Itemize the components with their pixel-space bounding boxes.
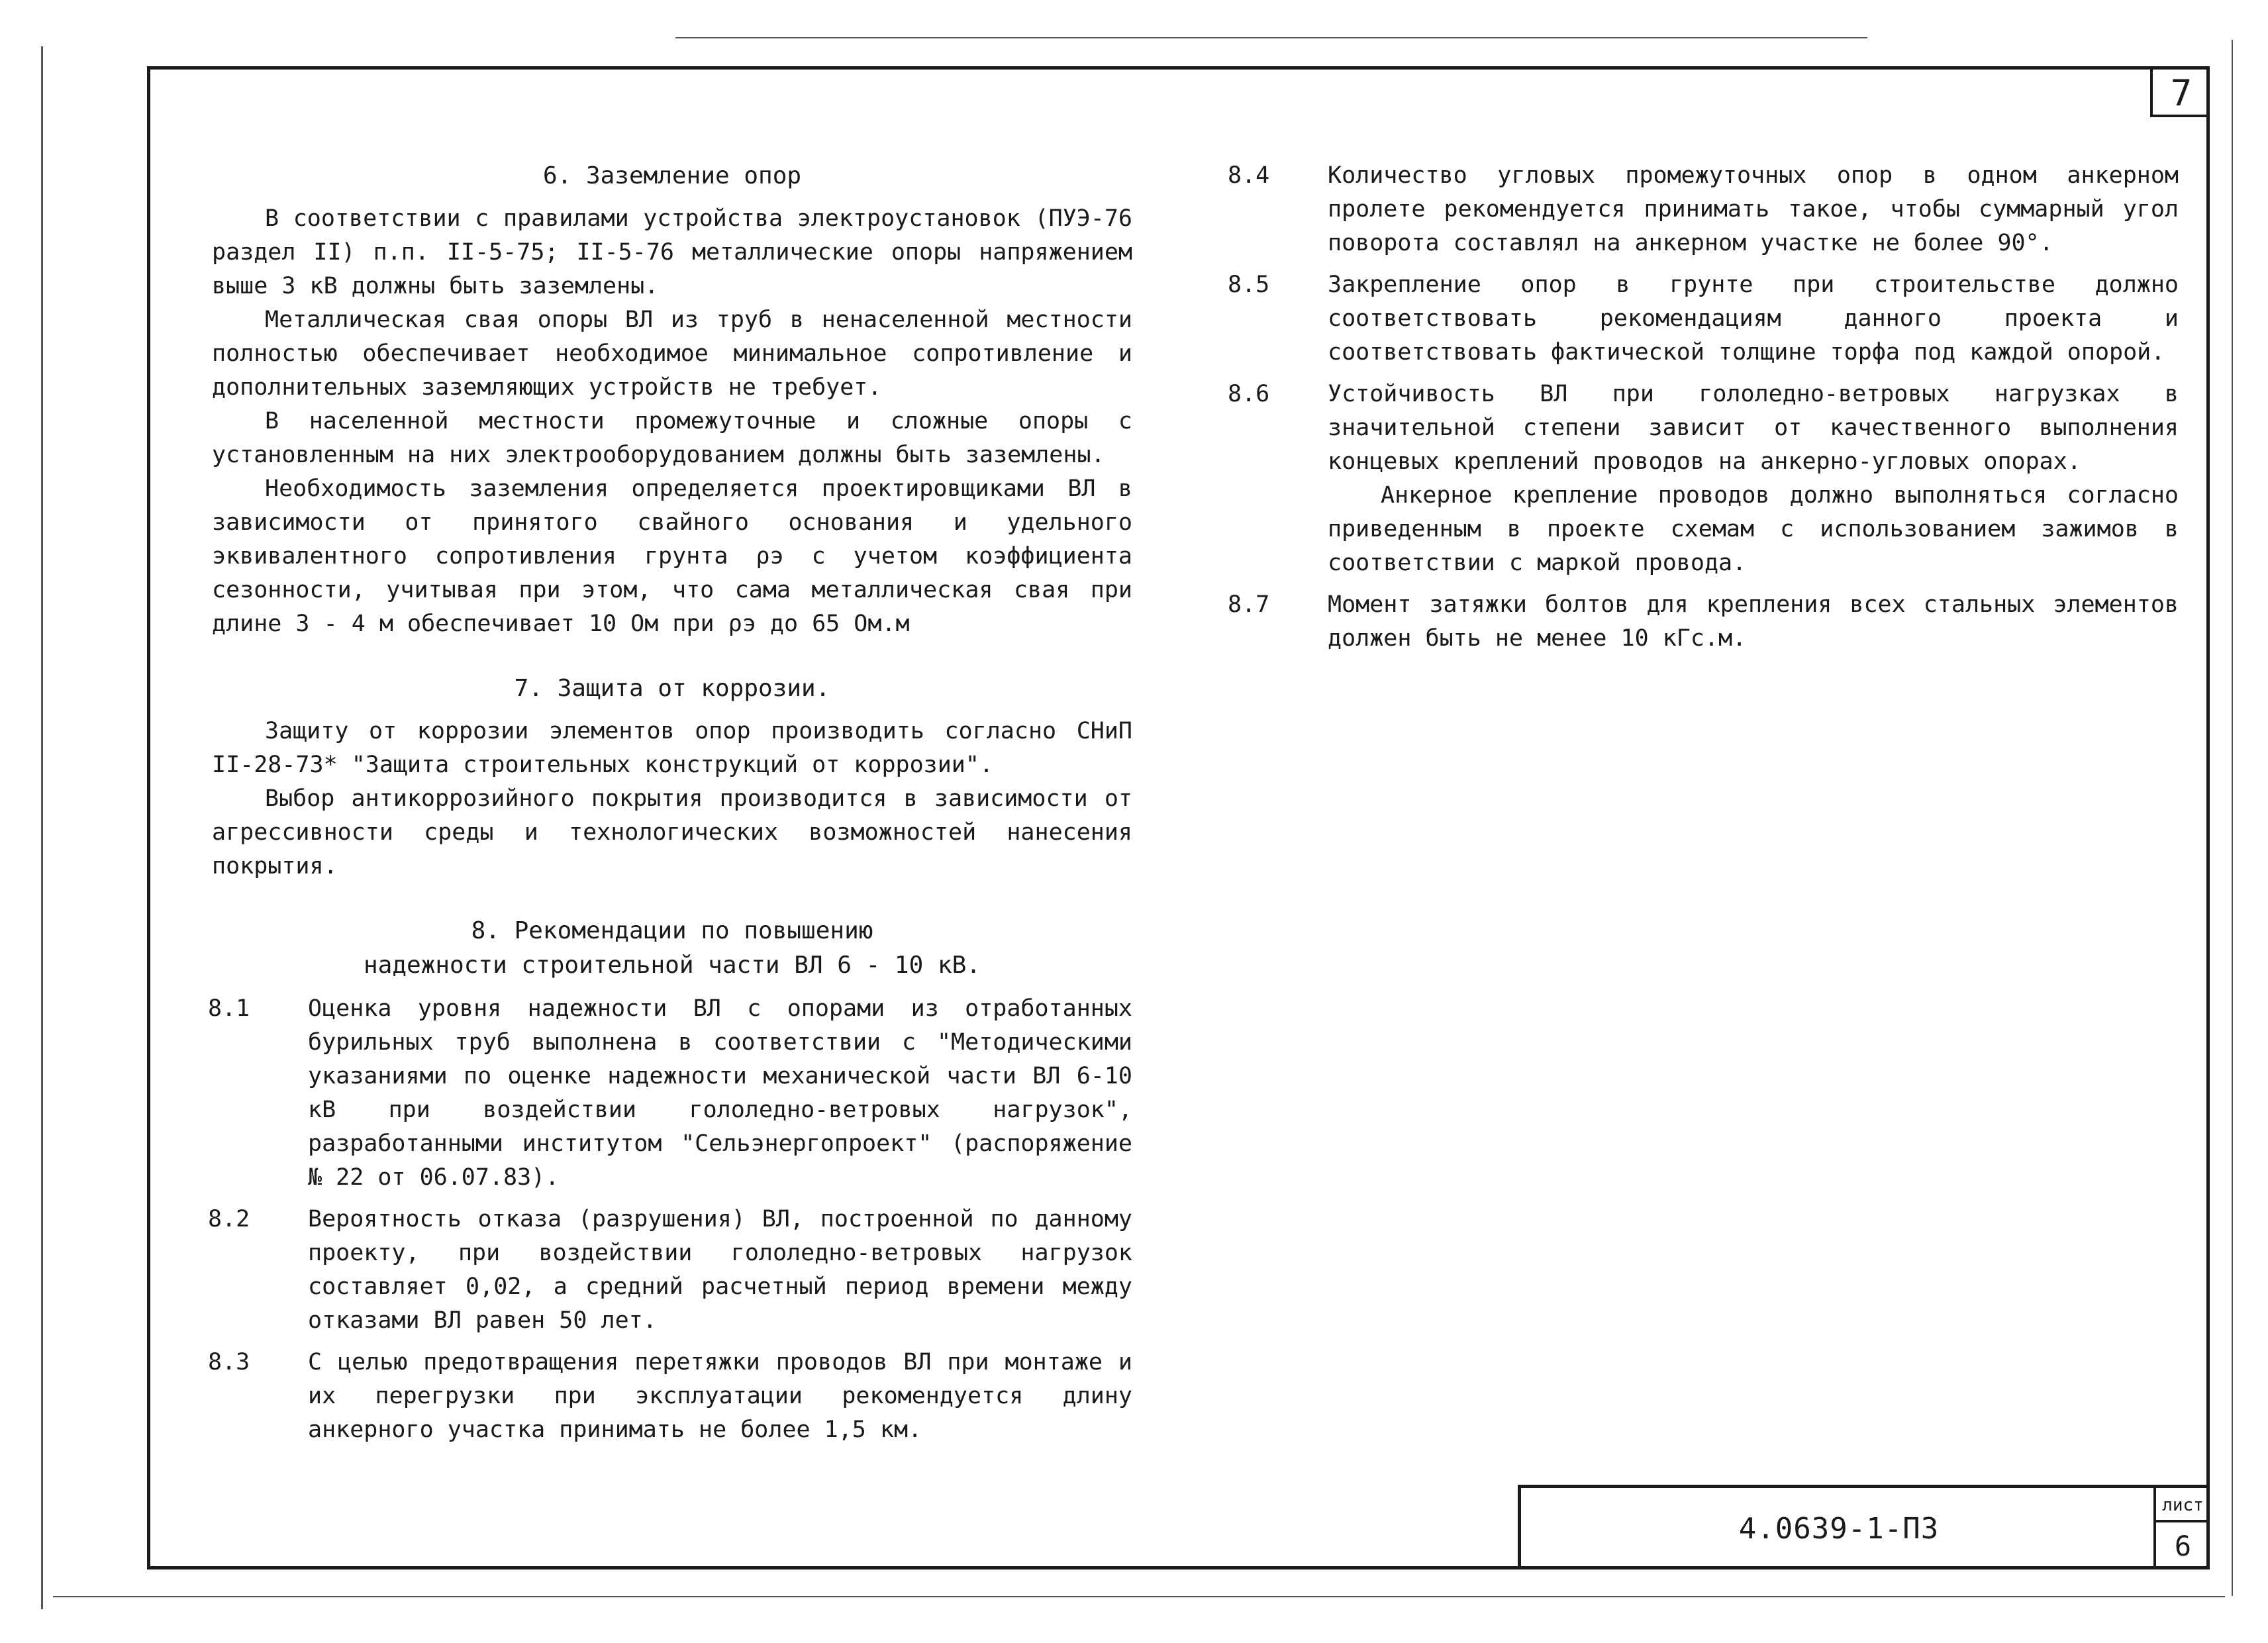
scan-edge-left — [41, 46, 43, 1609]
sheet-label: лист — [2156, 1488, 2210, 1522]
item-number: 8.5 — [1228, 272, 1270, 298]
scan-edge-right — [2232, 40, 2233, 1596]
scan-edge-top — [675, 37, 1867, 38]
page-corner-number: 7 — [2150, 70, 2210, 117]
item-subparagraph: Анкерное крепление проводов должно выполняться согласно приведенным в проекте схемам с использованием зажимов в соответствии с маркой провода. — [1328, 482, 2179, 576]
item-text: Количество угловых промежуточных опор в одном анкерном пролете рекомендуется принимать такое, чтобы суммарный угол поворота составлял на анкерном участке не более 90°. — [1328, 162, 2179, 256]
list-item-8-6 — [1228, 377, 2179, 580]
right-column — [1228, 159, 2179, 664]
section-6-paragraph: Металлическая свая опоры ВЛ из труб в ненаселенной местности полностью обеспечивает необходимое минимальное сопротивление и дополнительных заземляющих устройств не требует. — [212, 307, 1132, 401]
list-item-8-2 — [208, 1203, 1132, 1338]
title-block-stamp — [1518, 1485, 2210, 1569]
scan-edge-bottom — [53, 1596, 2225, 1597]
list-item-8-7 — [1228, 588, 2179, 656]
item-text: Оценка уровня надежности ВЛ с опорами из отработанных бурильных труб выполнена в соответствии с "Методическими указаниями по оценке надежности механической части ВЛ 6-10 кВ при воздействии гололедно-ветровых нагрузок", разработанными институтом "Сельэнергопроект" (распоряжение № 22 от 06.07.83). — [308, 995, 1132, 1191]
item-number: 8.6 — [1228, 381, 1270, 407]
item-text: Вероятность отказа (разрушения) ВЛ, построенной по данному проекту, при воздействии гололедно-ветровых нагрузок составляет 0,02, а средний расчетный период времени между отказами ВЛ равен 50 лет. — [308, 1206, 1132, 1334]
item-text: Устойчивость ВЛ при гололедно-ветровых нагрузках в значительной степени зависит от качественного выполнения концевых креплений проводов на анкерно-угловых опорах. — [1328, 381, 2179, 475]
section-8-heading — [212, 914, 1132, 983]
section-6-heading: 6. Заземление опор — [542, 162, 802, 189]
item-number: 8.3 — [208, 1349, 250, 1375]
document-code: 4.0639-1-ПЗ — [1738, 1512, 1940, 1546]
list-item-8-4 — [1228, 159, 2179, 260]
item-number: 8.2 — [208, 1206, 250, 1232]
section-7-paragraph: Защиту от коррозии элементов опор производить согласно СНиП II-28-73* "Защита строительных конструкций от коррозии". — [212, 718, 1132, 778]
item-text: С целью предотвращения перетяжки проводов ВЛ при монтаже и их перегрузки при эксплуатации рекомендуется длину анкерного участка принимать не более 1,5 км. — [308, 1349, 1132, 1443]
section-6-paragraph: Необходимость заземления определяется проектировщиками ВЛ в зависимости от принятого свайного основания и удельного эквивалентного сопротивления грунта ρэ с учетом коэффициента сезонности, учитывая при этом, что сама металлическая свая при длине 3 - 4 м обеспечивает 10 Ом при ρэ до 65 Ом.м — [212, 475, 1132, 637]
item-text: Закрепление опор в грунте при строительстве должно соответствовать рекомендациям данного проекта и соответствовать фактической толщине торфа под каждой опорой. — [1328, 272, 2179, 366]
left-column — [208, 159, 1132, 1455]
list-item-8-3 — [208, 1346, 1132, 1447]
section-7-paragraph: Выбор антикоррозийного покрытия производится в зависимости от агрессивности среды и технологических возможностей нанесения покрытия. — [212, 785, 1132, 879]
item-text: Момент затяжки болтов для крепления всех стальных элементов должен быть не менее 10 кГс.м. — [1328, 591, 2179, 652]
section-7-heading: 7. Защита от коррозии. — [514, 675, 830, 702]
sheet-number: 6 — [2174, 1530, 2192, 1562]
section-8-heading-line1: 8. Рекомендации по повышению — [471, 917, 873, 944]
list-item-8-5 — [1228, 268, 2179, 370]
section-6-paragraph: В соответствии с правилами устройства электроустановок (ПУЭ-76 раздел II) п.п. II-5-75; II-5-76 металлические опоры напряжением выше 3 кВ должны быть заземлены. — [212, 205, 1132, 299]
item-number: 8.7 — [1228, 591, 1270, 618]
list-item-8-1 — [208, 992, 1132, 1195]
sheet-box — [2153, 1488, 2210, 1569]
item-number: 8.1 — [208, 995, 250, 1022]
section-6-paragraph: В населенной местности промежуточные и сложные опоры с установленным на них электрооборудованием должны быть заземлены. — [212, 408, 1132, 468]
section-8-heading-line2: надежности строительной части ВЛ 6 - 10 кВ. — [364, 952, 981, 979]
item-number: 8.4 — [1228, 162, 1270, 189]
